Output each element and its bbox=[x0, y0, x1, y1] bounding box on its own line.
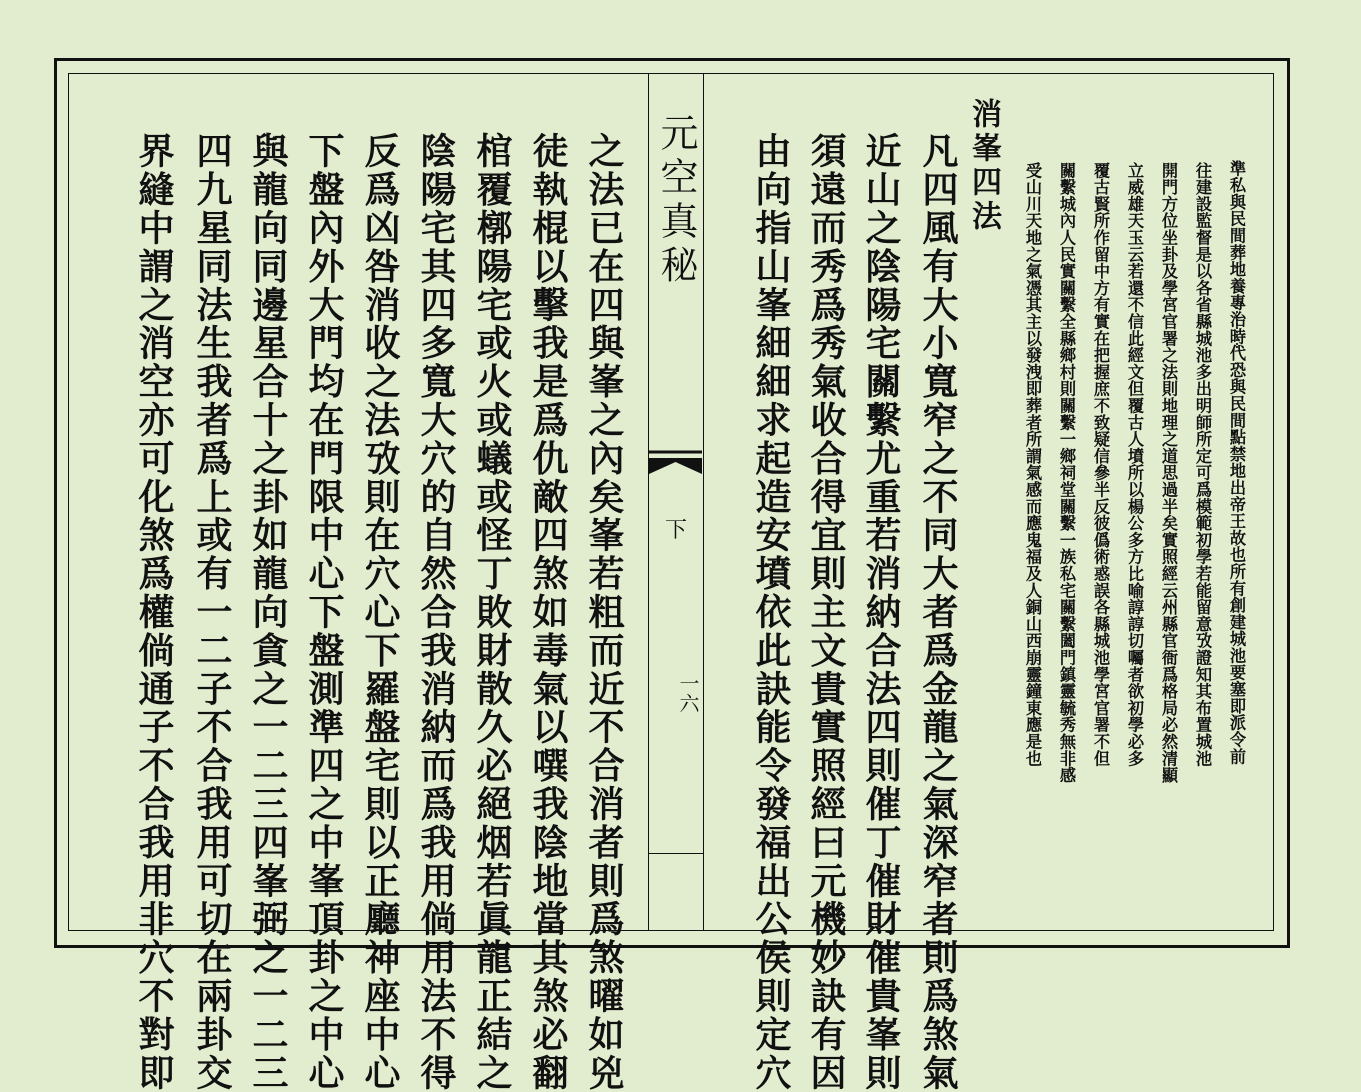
text-column: 反爲凶咎消收之法攷則在穴心下羅盤宅則以正廳神座中心 bbox=[359, 132, 401, 1092]
note-column: 往建設監督是以各省縣城池多出明師所定可爲模範初學若能留意攷證知其布置城池 bbox=[1193, 162, 1212, 767]
text-column: 之法已在四與峯之內矣峯若粗而近不合消者則爲煞曜如兇 bbox=[583, 132, 625, 1092]
volume-label: 下 bbox=[664, 518, 687, 543]
text-column: 與龍向同邊星合十之卦如龍向貪之一二三四峯弼之一二三 bbox=[247, 132, 289, 1092]
text-column: 凡四風有大小寬窄之不同大者爲金龍之氣深窄者則爲煞氣 bbox=[917, 132, 959, 1092]
text-column: 四九星同法生我者爲上或有一二子不合我用可切在兩卦交 bbox=[191, 132, 233, 1092]
text-column: 徒執棍以擊我是爲仇敵四煞如毒氣以噀我陰地當其煞必翻 bbox=[527, 132, 569, 1092]
book-title: 元空真秘 bbox=[654, 113, 698, 289]
section-heading: 消峯四法 bbox=[966, 98, 1001, 234]
center-fold-strip bbox=[648, 73, 704, 931]
note-column: 開門方位坐卦及學宮官署之法則地理之道思過半矣實照經云州縣官衙爲格局必然清顯 bbox=[1159, 162, 1178, 784]
page-number: 一六 bbox=[676, 673, 700, 713]
text-column: 界縫中謂之消空亦可化煞爲權倘通子不合我用非穴不對即 bbox=[133, 132, 175, 1092]
note-column: 關繫城內人民實關繫全縣鄉村則關繫一鄉祠堂關繫一族私宅關繫闔門鎮靈毓秀無非感 bbox=[1057, 162, 1076, 784]
fishtail-mark-icon bbox=[649, 448, 702, 480]
text-column: 棺覆槨陽宅或火或蟻或怪丁敗財散久必絕烟若眞龍正結之 bbox=[471, 132, 513, 1092]
strip-divider bbox=[649, 853, 703, 854]
text-column: 陰陽宅其四多寬大穴的自然合我消納而爲我用倘用法不得 bbox=[415, 132, 457, 1092]
note-column: 立威雄天玉云若還不信此經文但覆古人墳所以楊公多方比喻諄諄切囑者欲初學必多 bbox=[1125, 162, 1144, 767]
note-column: 準私與民間葬地養專治時代恐與民間點禁地出帝王故也所有創建城池要塞即派令前 bbox=[1227, 160, 1246, 765]
note-column: 覆古賢所作留中方有實在把握庶不致疑信參半反彼僞術惑誤各縣城池學宮官署不但 bbox=[1091, 162, 1110, 767]
text-column: 下盤內外大門均在門限中心下盤測準四之中峯頂卦之中心 bbox=[303, 132, 345, 1092]
text-column: 須遠而秀爲秀氣收合得宜則主文貴實照經曰元機妙訣有因 bbox=[805, 132, 847, 1092]
text-column: 近山之陰陽宅關繫尤重若消納合法四則催丁催財催貴峯則 bbox=[860, 132, 902, 1092]
note-column: 受山川天地之氣憑其主以發洩即葬者所謂氣感而應鬼福及人銅山西崩靈鐘東應是也 bbox=[1023, 162, 1042, 767]
text-column: 由向指山峯細細求起造安墳依此訣能令發福出公侯則定穴 bbox=[750, 132, 792, 1092]
